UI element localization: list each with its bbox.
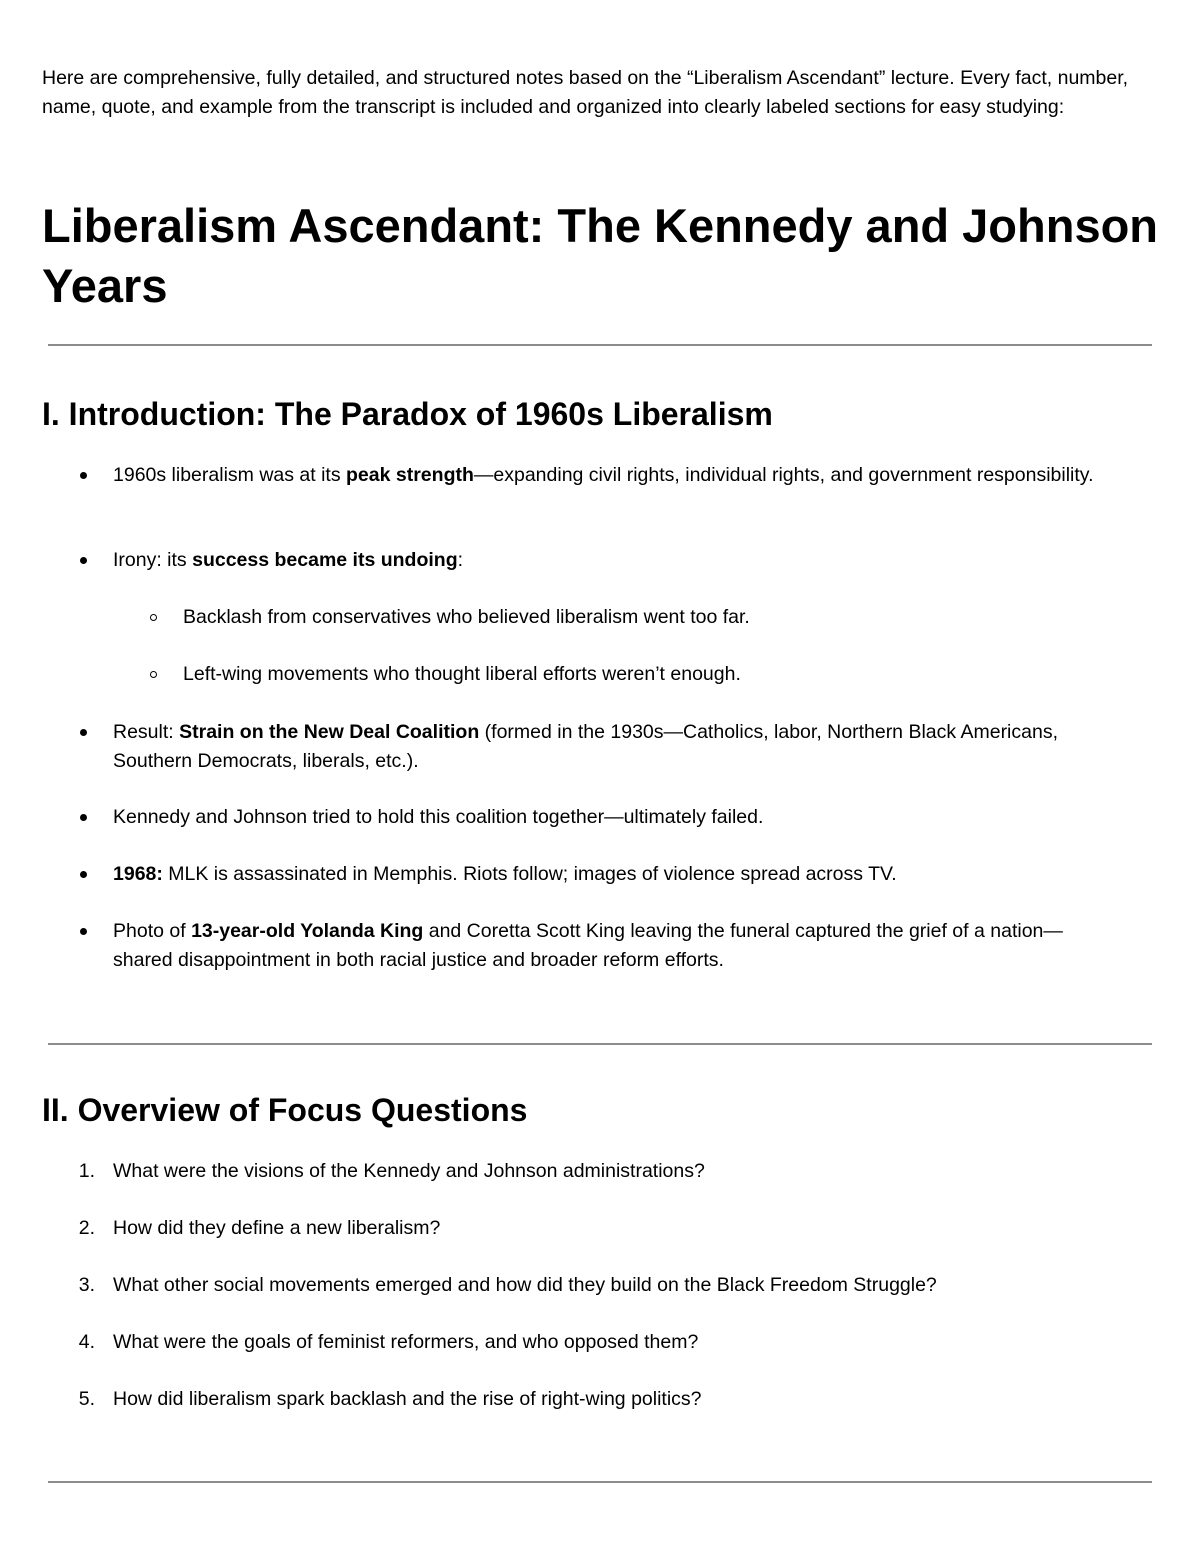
numbered-list-item: How did liberalism spark backlash and the rise of right-wing politics? <box>113 1388 702 1410</box>
section-heading-focus-questions: II. Overview of Focus Questions <box>42 1092 528 1128</box>
list-number: 5. <box>78 1388 95 1410</box>
emphasis-text: 13-year-old Yolanda King <box>191 920 424 942</box>
emphasis-text: peak strength <box>346 464 474 486</box>
emphasis-text: 1968: <box>113 863 163 885</box>
emphasis-text: Strain on the New Deal Coalition <box>179 721 480 743</box>
numbered-list-item: What were the goals of feminist reformers, and who opposed them? <box>113 1331 699 1353</box>
bullet-icon <box>80 928 87 935</box>
intro-paragraph: Here are comprehensive, fully detailed, and structured notes based on the “Liberalism Ascendant” lecture. Every fact, number, name, quote, and example from the transcript is included and organized into clearly labeled sections for easy studying: <box>42 67 1129 118</box>
list-item: Result: Strain on the New Deal Coalition (formed in the 1930s—Catholics, labor, Northern Black Americans, Southern Democrats, liberals, etc.). <box>113 721 1058 772</box>
bullet-icon <box>80 557 87 564</box>
list-item: 1968: MLK is assassinated in Memphis. Riots follow; images of violence spread across TV. <box>113 863 897 885</box>
numbered-list-item: What were the visions of the Kennedy and Johnson administrations? <box>113 1160 705 1182</box>
list-number: 4. <box>78 1331 95 1353</box>
divider <box>48 1481 1152 1483</box>
sub-list-item: Left-wing movements who thought liberal efforts weren’t enough. <box>183 663 741 685</box>
divider <box>48 1043 1152 1045</box>
numbered-list-item: What other social movements emerged and how did they build on the Black Freedom Struggle? <box>113 1274 937 1296</box>
emphasis-text: success became its undoing <box>192 549 458 571</box>
numbered-list-item: How did they define a new liberalism? <box>113 1217 441 1239</box>
list-number: 3. <box>78 1274 95 1296</box>
sub-bullet-icon <box>150 614 157 621</box>
page-title: Liberalism Ascendant: The Kennedy and Johnson Years <box>42 199 1158 312</box>
bullet-icon <box>80 472 87 479</box>
bullet-icon <box>80 814 87 821</box>
sub-bullet-icon <box>150 671 157 678</box>
sub-list-item: Backlash from conservatives who believed liberalism went too far. <box>183 606 750 628</box>
list-item: 1960s liberalism was at its peak strength—expanding civil rights, individual rights, and government responsibility. <box>113 464 1094 486</box>
list-item: Photo of 13-year-old Yolanda King and Coretta Scott King leaving the funeral captured the grief of a nation—shared disappointment in both racial justice and broader reform efforts. <box>113 920 1063 971</box>
divider <box>48 344 1152 346</box>
list-number: 1. <box>78 1160 95 1182</box>
list-number: 2. <box>78 1217 95 1239</box>
bullet-icon <box>80 871 87 878</box>
list-item: Kennedy and Johnson tried to hold this coalition together—ultimately failed. <box>113 806 764 828</box>
list-item: Irony: its success became its undoing: <box>113 549 464 571</box>
section-heading-introduction: I. Introduction: The Paradox of 1960s Liberalism <box>42 396 773 432</box>
bullet-icon <box>80 729 87 736</box>
